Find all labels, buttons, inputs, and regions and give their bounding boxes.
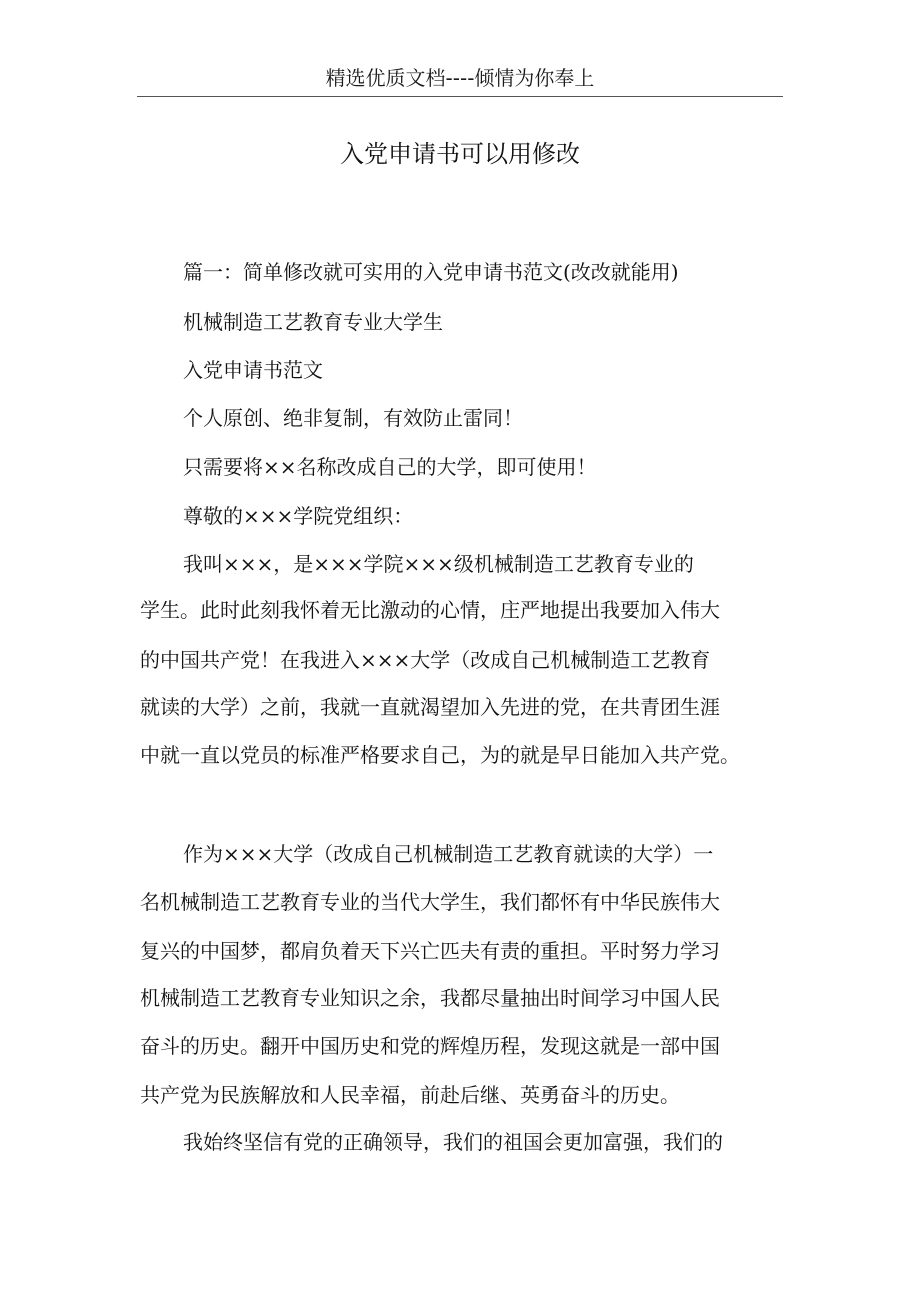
intro-line: 篇一：简单修改就可实用的入党申请书范文(改改就能用) <box>183 260 679 284</box>
paragraph-1-line: 中就一直以党员的标准严格要求自己，为的就是早日能加入共产党。 <box>140 743 740 767</box>
intro-line: 机械制造工艺教育专业大学生 <box>183 310 443 334</box>
paragraph-1-line: 我叫×××，是×××学院×××级机械制造工艺教育专业的 <box>183 552 694 576</box>
salutation: 尊敬的×××学院党组织： <box>183 504 414 528</box>
paragraph-1-line: 学生。此时此刻我怀着无比激动的心情，庄严地提出我要加入伟大 <box>140 598 720 622</box>
paragraph-2-line: 名机械制造工艺教育专业的当代大学生，我们都怀有中华民族伟大 <box>140 890 720 914</box>
intro-line: 个人原创、绝非复制，有效防止雷同！ <box>183 406 523 430</box>
header-divider <box>137 96 783 97</box>
paragraph-2-line: 机械制造工艺教育专业知识之余，我都尽量抽出时间学习中国人民 <box>140 986 720 1010</box>
page-header: 精选优质文档----倾情为你奉上 <box>325 66 595 90</box>
intro-line: 入党申请书范文 <box>183 358 323 382</box>
document-title: 入党申请书可以用修改 <box>340 140 580 168</box>
intro-line: 只需要将××名称改成自己的大学，即可使用！ <box>183 455 597 479</box>
paragraph-3-line: 我始终坚信有党的正确领导，我们的祖国会更加富强，我们的 <box>183 1130 723 1154</box>
paragraph-1-line: 就读的大学）之前，我就一直就渴望加入先进的党，在共青团生涯 <box>140 695 720 719</box>
paragraph-2-line: 奋斗的历史。翻开中国历史和党的辉煌历程，发现这就是一部中国 <box>140 1034 720 1058</box>
paragraph-1-line: 的中国共产党！在我进入×××大学（改成自己机械制造工艺教育 <box>140 648 711 672</box>
paragraph-2-line: 作为×××大学（改成自己机械制造工艺教育就读的大学）一 <box>183 842 714 866</box>
paragraph-2-line: 共产党为民族解放和人民幸福，前赴后继、英勇奋斗的历史。 <box>140 1083 680 1107</box>
paragraph-2-line: 复兴的中国梦，都肩负着天下兴亡匹夫有责的重担。平时努力学习 <box>140 939 720 963</box>
